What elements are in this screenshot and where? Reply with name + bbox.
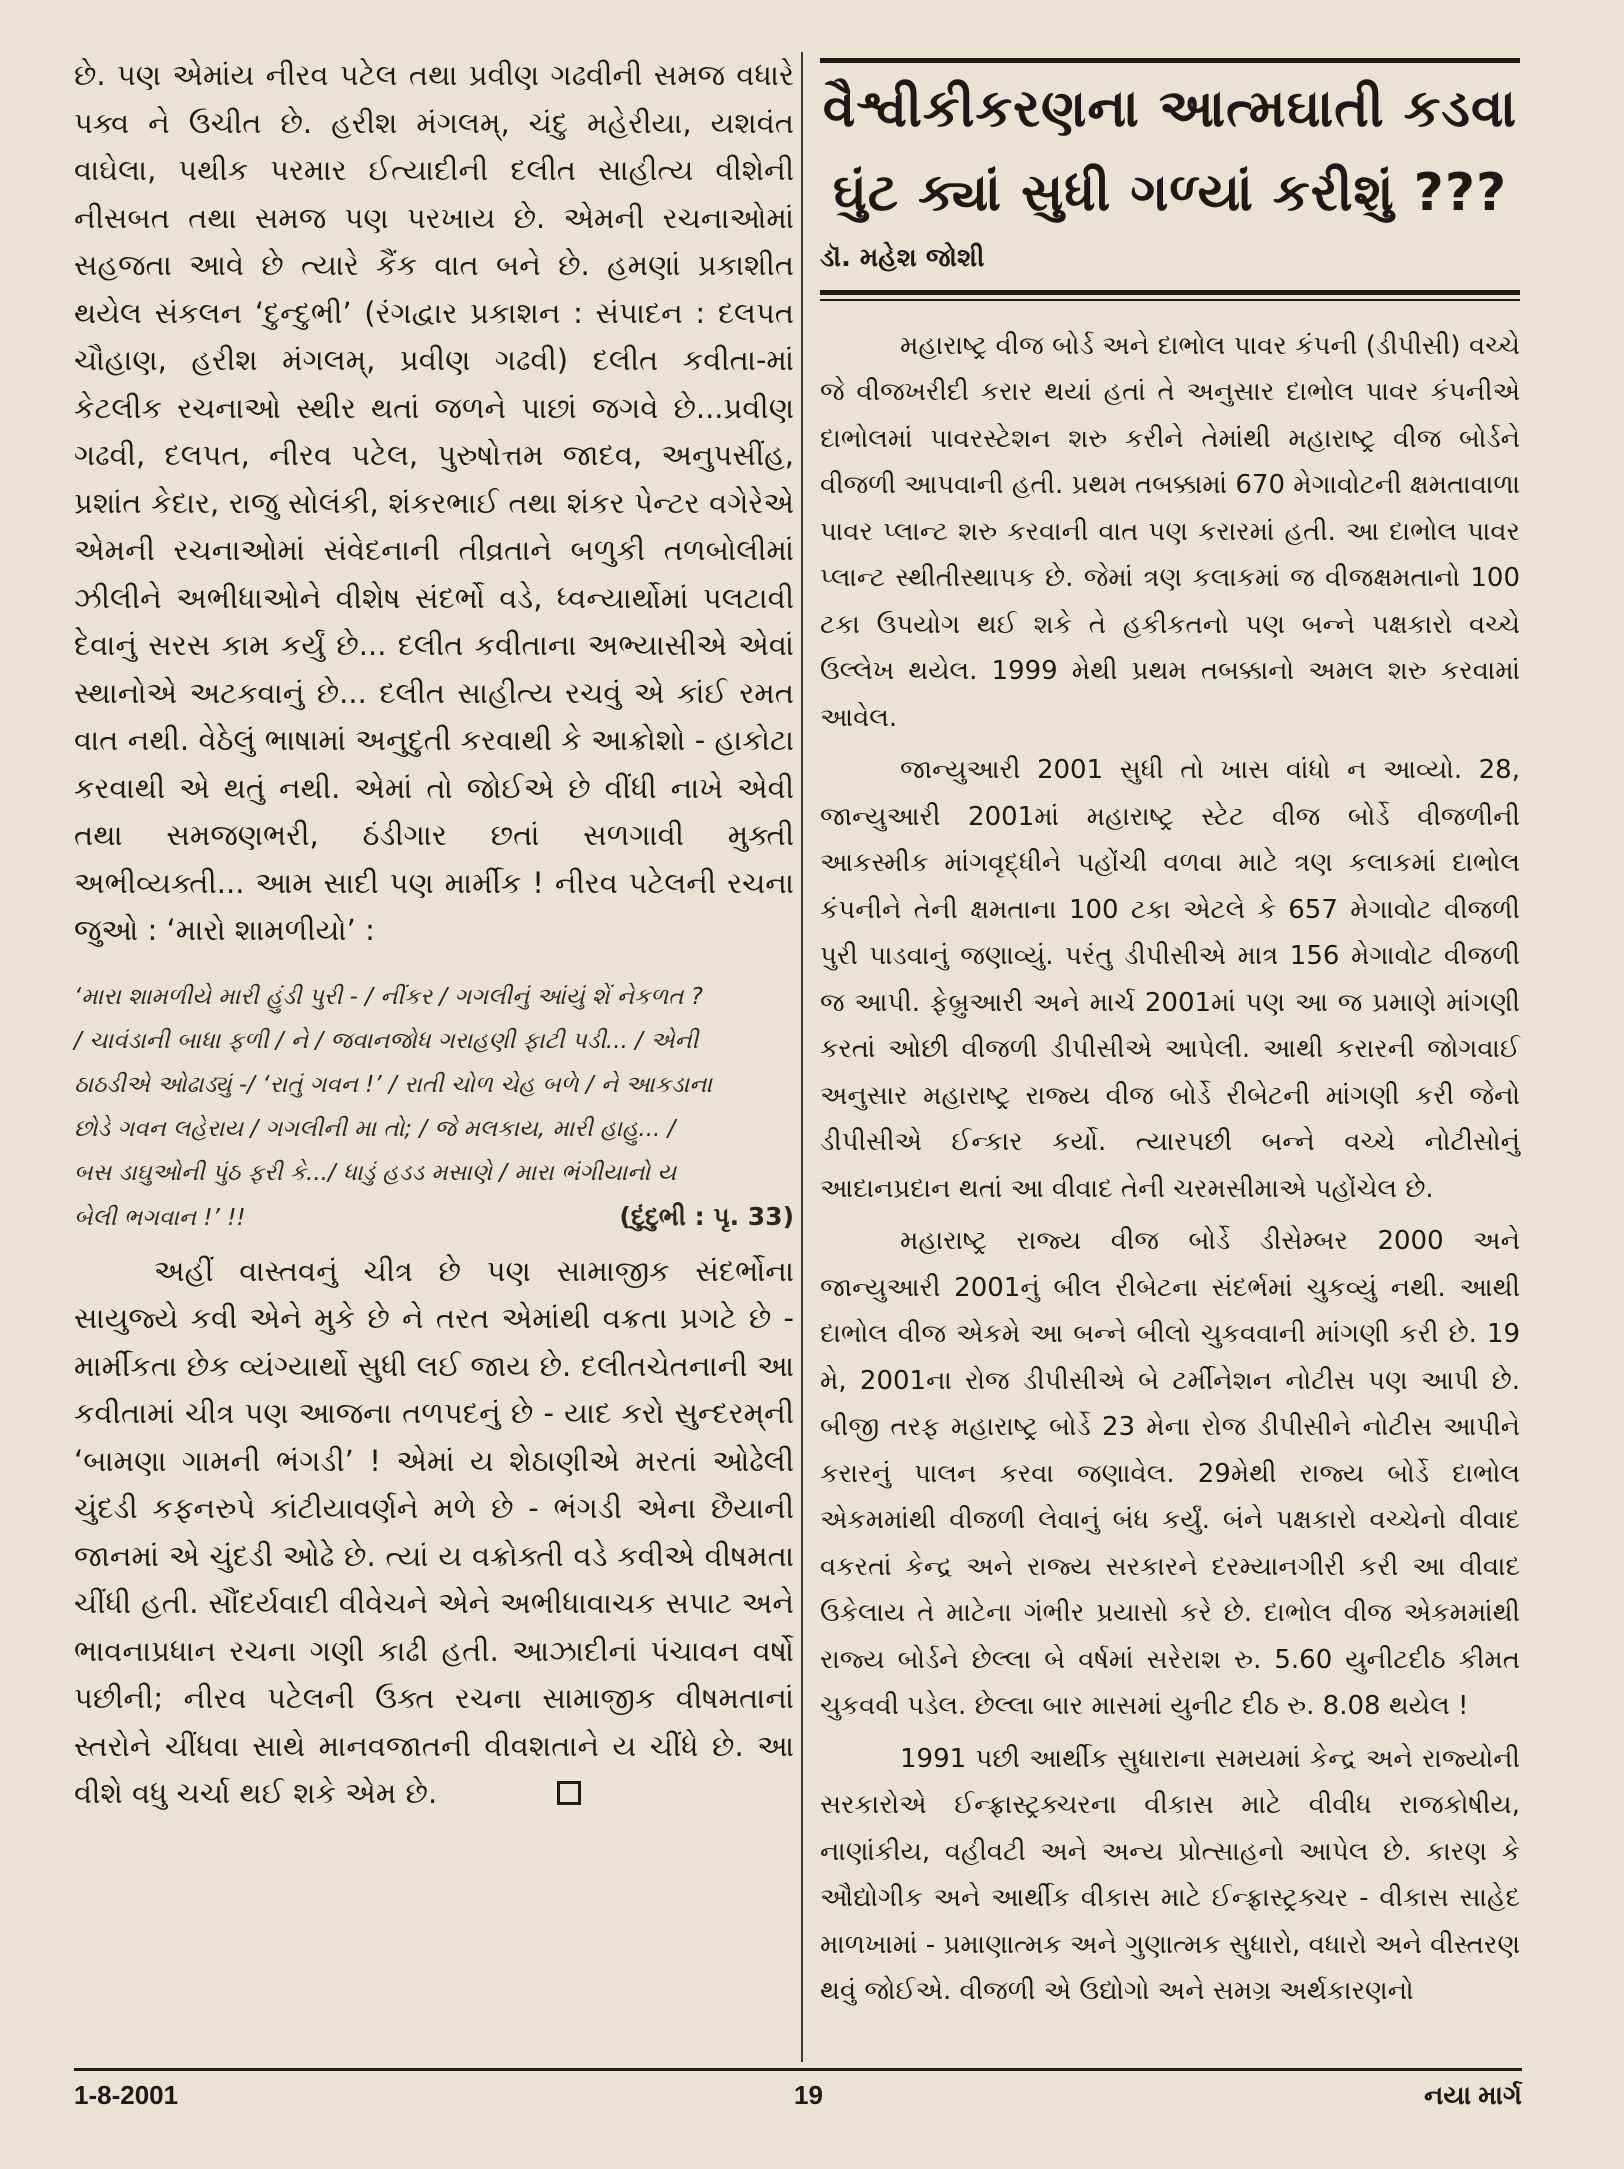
issue-date: 1-8-2001 (74, 2080, 179, 2110)
poem-line: બસ ડાઘુઓની પુંઠ ફરી કે.../ ધાડું હડડ મસાણે / મારા ભંગીયાનો ય (74, 1159, 677, 1186)
article-paragraph: મહારાષ્ટ્ર રાજ્ય વીજ બોર્ડે ડીસેમ્બર 2000 અને જાન્યુઆરી 2001નું બીલ રીબેટના સંદર્ભમાં ચુકવ્યું નથી. આથી દાભોલ વીજ એકમે આ બન્ને બીલો ચુકવવાની માંગણી કરી છે. 19 મે, 2001ના રોજ ડીપીસીએ બે ટર્મીનેશન નોટીસ પણ આપી છે. બીજી તરફ મહારાષ્ટ્ર બોર્ડે 23 મેના રોજ ડીપીસીને નોટીસ આપીને કરારનું પાલન કરવા જણાવેલ. 29મેથી રાજ્ય બોર્ડે દાભોલ એકમમાંથી વીજળી લેવાનું બંધ કર્યું. બંને પક્ષકારો વચ્ચેનો વીવાદ વકરતાં કેન્દ્ર અને રાજ્ય સરકારને દરમ્યાનગીરી કરી આ વીવાદ ઉકેલાય તે માટેના ગંભીર પ્રયાસો કરે છે. દાભોલ વીજ એકમમાંથી રાજ્ય બોર્ડને છેલ્લા બે વર્ષમાં સરેરાશ રુ. 5.60 યુનીટદીઠ કીમત ચુકવવી પડેલ. છેલ્લા બાર માસમાં યુનીટ દીઠ રુ. 8.08 થયેલ ! (820, 1226, 1520, 1721)
article-paragraph: 1991 પછી આર્થીક સુધારાના સમયમાં કેન્દ્ર અને રાજ્યોની સરકારોએ ઈન્ફ્રાસ્ટ્રક્ચરના વીકાસ માટે વીવીધ રાજકોષીય, નાણાંકીય, વહીવટી અને અન્ય પ્રોત્સાહનો આપેલ છે. કારણ કે ઔદ્યોગીક અને આર્થીક વીકાસ માટે ઈન્ફ્રાસ્ટ્રક્ચર - વીકાસ સાહેદ માળખામાં - પ્રમાણાત્મક અને ગુણાત્મક સુધારો, વધારો અને વીસ્તરણ થવું જોઈએ. વીજળી એ ઉદ્યોગો અને સમગ્ર અર્થકારણનો (820, 1743, 1520, 2006)
poem-last-row (74, 1195, 794, 1240)
footer-rule (74, 2068, 1522, 2071)
poem-line: છોડે ગવન લહેરાય / ગગલીની મા તો; / જે મલકાય, મારી હાહુ... / (74, 1115, 676, 1142)
article-title-line-2: ઘુંટ ક્યાં સુધી ગળ્યાં કરીશું ??? (832, 163, 1508, 223)
end-of-article-mark (557, 1781, 581, 1805)
left-paragraph-1: છે. પણ એમાંય નીરવ પટેલ તથા પ્રવીણ ગઢવીની સમજ વધારે પક્વ ને ઉચીત છે. હરીશ મંગલમ્, ચંદુ મહેરીયા, યશવંત વાઘેલા, પથીક પરમાર ઈત્યાદીની દલીત સાહીત્ય વીશેની નીસબત તથા સમજ પણ પરખાય છે. એમની રચનાઓમાં સહજતા આવે છે ત્યારે કૈંક વાત બને છે. હમણાં પ્રકાશીત થયેલ સંકલન ‘દુન્દુભી’ (રંગદ્વાર પ્રકાશન : સંપાદન : દલપત ચૌહાણ, હરીશ મંગલમ્, પ્રવીણ ગઢવી) દલીત કવીતા-માં કેટલીક રચનાઓ સ્થીર થતાં જળને પાછાં જગવે છે...પ્રવીણ ગઢવી, દલપત, નીરવ પટેલ, પુરુષોત્તમ જાદવ, અનુપસીંહ, પ્રશાંત કેદાર, રાજુ સોલંકી, શંકરભાઈ તથા શંકર પેન્ટર વગેરેએ એમની રચનાઓમાં સંવેદનાની તીવ્રતાને બળુકી તળબોલીમાં ઝીલીને અભીધાઓને વીશેષ સંદર્ભો વડે, ધ્વન્યાર્થોમાં પલટાવી દેવાનું સરસ કામ કર્યું છે... દલીત કવીતાના અભ્યાસીએ એવાં સ્થાનોએ અટકવાનું છે... દલીત સાહીત્ય રચવું એ કાંઈ રમત વાત નથી. વેઠેલું ભાષામાં અનુદુતી કરવાથી કે આક્રોશો - હાકોટા કરવાથી એ થતું નથી. એમાં તો જોઈએ છે વીંધી નાખે એવી તથા સમજણભરી, ઠંડીગાર છતાં સળગાવી મુક્તી અભીવ્યક્તી... આમ સાદી પણ માર્મીક ! નીરવ પટેલની રચના જુઓ : ‘મારો શામળીયો’ : (74, 58, 794, 947)
article-paragraph: જાન્યુઆરી 2001 સુધી તો ખાસ વાંધો ન આવ્યો. 28, જાન્યુઆરી 2001માં મહારાષ્ટ્ર સ્ટેટ વીજ બોર્ડે વીજળીની આકસ્મીક માંગવૃદ્ધીને પહોંચી વળવા માટે ત્રણ કલાકમાં દાભોલ કંપનીને તેની ક્ષમતાના 100 ટકા એટલે કે 657 મેગાવોટ વીજળી પુરી પાડવાનું જણાવ્યું. પરંતુ ડીપીસીએ માત્ર 156 મેગાવોટ વીજળી જ આપી. ફેબ્રુઆરી અને માર્ચ 2001માં પણ આ જ પ્રમાણે માંગણી કરતાં ઓછી વીજળી ડીપીસીએ આપેલી. આથી કરારની જોગવાઈ અનુસાર મહારાષ્ટ્ર રાજ્ય વીજ બોર્ડે રીબેટની માંગણી કરી જેનો ડીપીસીએ ઈન્કાર કર્યો. ત્યારપછી બન્ને વચ્ચે નોટીસોનું આદાનપ્રદાન થતાં આ વીવાદ તેની ચરમસીમાએ પહોંચેલ છે. (820, 755, 1520, 1204)
poem-line: ‘મારા શામળીયે મારી હુંડી પુરી - / નીંકર / ગગલીનું આંયું શેં નેકળત ? (74, 983, 703, 1010)
poem-reference: (દુંદુભી : પૃ. 33) (619, 1201, 794, 1231)
title-rule-top (820, 58, 1520, 63)
column-divider (801, 52, 803, 2062)
left-paragraph-2 (74, 1248, 794, 1818)
title-rule-thin (820, 299, 1520, 301)
poem-line: / ચાવંડાની બાધા ફળી / ને / જવાનજોધ ગરાહણી ફાટી પડી... / એની (74, 1027, 699, 1054)
left-paragraph-2-text: અહીં વાસ્તવનું ચીત્ર છે પણ સામાજીક સંદર્ભોના સાયુજ્યે કવી એને મુકે છે ને તરત એમાંથી વક્રતા પ્રગટે છે - માર્મીકતા છેક વ્યંગ્યાર્થો સુધી લઈ જાય છે. દલીતચેતનાની આ કવીતામાં ચીત્ર પણ આજના તળપદનું છે - યાદ કરો સુન્દરમ્‌ની ‘બામણા ગામની ભંગડી’ ! એમાં ય શેઠાણીએ મરતાં ઓઢેલી ચુંદડી કફનરુપે કાંટીયાવર્ણને મળે છે - ભંગડી એના છૈયાની જાનમાં એ ચુંદડી ઓઢે છે. ત્યાં ય વક્રોક્તી વડે કવીએ વીષમતા ચીંધી હતી. સૌંદર્યવાદી વીવેચને એને અભીધાવાચક સપાટ અને ભાવનાપ્રધાન રચના ગણી કાઢી હતી. આઝાદીનાં પંચાવન વર્ષો પછીની; નીરવ પટેલની ઉક્ત રચના સામાજીક વીષમતાનાં સ્તરોને ચીંધવા સાથે માનવજાતની વીવશતાને ય ચીંધે છે. આ વીશે વધુ ચર્ચા થઈ શકે એમ છે. (74, 1253, 794, 1810)
poem-excerpt (74, 975, 794, 1240)
article-body (820, 323, 1520, 2015)
magazine-name: નયા માર્ગ (1424, 2080, 1522, 2110)
poem-line: બેલી ભગવાન !’ !! (74, 1204, 246, 1231)
article-title (820, 67, 1520, 235)
left-column (74, 52, 794, 1818)
right-column (820, 58, 1520, 2015)
article-title-line-1: વૈશ્વીકીકરણના આત્મઘાતી કડવા (822, 79, 1518, 139)
page-number: 19 (794, 2080, 823, 2110)
article-author: ડૉ. મહેશ જોશી (820, 243, 985, 273)
page-footer (74, 2076, 1522, 2120)
article-paragraph: મહારાષ્ટ્ર વીજ બોર્ડ અને દાભોલ પાવર કંપની (ડીપીસી) વચ્ચે જે વીજખરીદી કરાર થયાં હતાં તે અનુસાર દાભોલ પાવર કંપનીએ દાભોલમાં પાવરસ્ટેશન શરુ કરીને તેમાંથી મહારાષ્ટ્ર વીજ બોર્ડને વીજળી આપવાની હતી. પ્રથમ તબક્કામાં 670 મેગાવોટની ક્ષમતાવાળા પાવર પ્લાન્ટ શરુ કરવાની વાત પણ કરારમાં હતી. આ દાભોલ પાવર પ્લાન્ટ સ્થીતીસ્થાપક છે. જેમાં ત્રણ કલાકમાં જ વીજક્ષમતાનો 100 ટકા ઉપયોગ થઈ શકે તે હકીકતનો પણ બન્ને પક્ષકારો વચ્ચે ઉલ્લેખ થયેલ. 1999 મેથી પ્રથમ તબક્કાનો અમલ શરુ કરવામાં આવેલ. (820, 330, 1520, 733)
title-rule-bottom (820, 290, 1520, 295)
poem-line: ઠાઠડીએ ઓઢાડ્યું -/ ‘રાતું ગવન !’ / રાતી ચોળ ચેહ બળે / ને આકડાના (74, 1071, 712, 1098)
